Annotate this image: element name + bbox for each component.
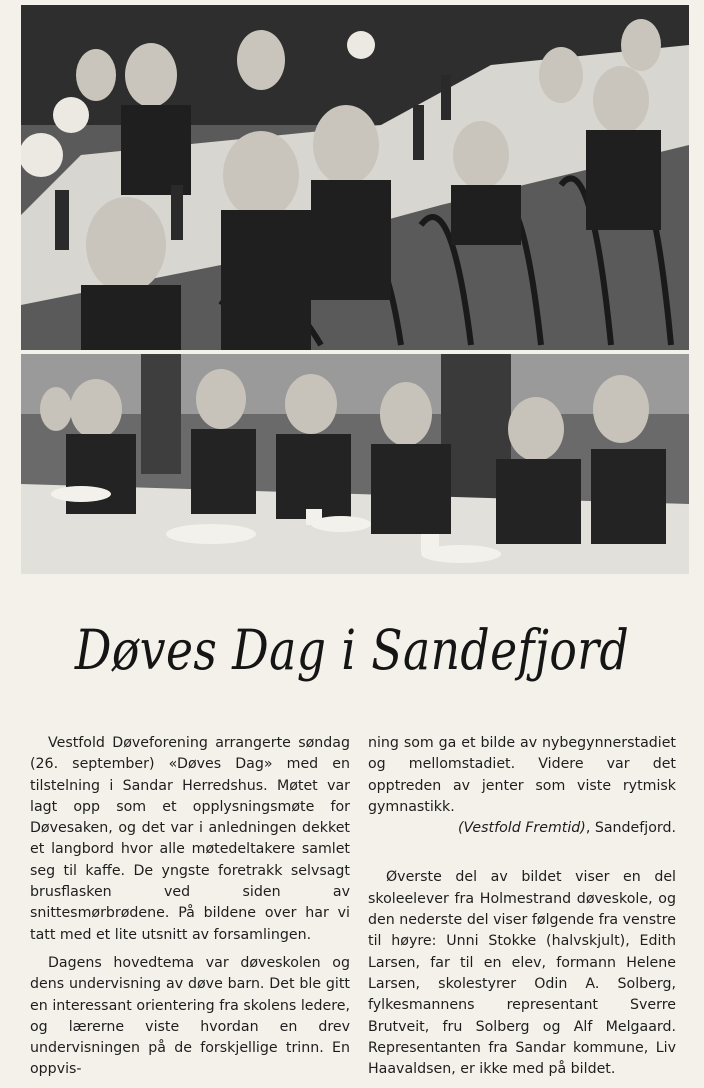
- photo-schoolchildren-graphic: [21, 5, 689, 350]
- article-headline: Døves Dag i Sandefjord: [74, 618, 630, 682]
- photo-adults-at-table: [21, 354, 689, 574]
- paragraph-continuation: ning som ga et bilde av nybegynnerstadiet og mellomstadiet. Videre var det opptreden av jenter som viste rytmisk gymnastikk.: [368, 735, 676, 815]
- source-credit-publication: (Vestfold Fremtid): [458, 820, 586, 837]
- article-column-left: [30, 733, 350, 1081]
- source-credit-place: , Sandefjord.: [585, 820, 676, 837]
- paragraph-main-topic: Dagens hovedtema var døveskolen og dens undervisning av døve barn. Det ble gitt en interessant orientering fra skolens ledere, og lærerne viste hvordan en drev undervisningen på de forskjellige trinn. En oppvis-: [30, 954, 350, 1078]
- source-credit: [368, 818, 676, 839]
- article-column-right: [368, 733, 676, 1080]
- paragraph-intro: Vestfold Døveforening arrangerte søndag (26. september) «Døves Dag» med en tilstelning i Sandar Herredshus. Møtet var lagt opp som et opplysningsmøte for Døvesaken, og det var i anledningen dekket et langbord hvor alle møtedeltakere samlet seg til kaffe. De yngste foretrakk selvsagt brusflasken ved siden av snittesmørbrødene. På bildene over har vi tatt med et lite utsnitt av forsamlingen.: [30, 735, 350, 943]
- photo-adults-graphic: [21, 354, 689, 574]
- photo-caption: Øverste del av bildet viser en del skoleelever fra Holmestrand døveskole, og den nederste del viser følgende fra venstre til høyre: Unni Stokke (halvskjult), Edith Larsen, far til en elev, formann Helene Larsen, skolestyrer Odin A. Solberg, fylkesmannens representant Sverre Brutveit, fru Solberg og Alf Melgaard. Representanten fra Sandar kommune, Liv Haavaldsen, er ikke med på bildet.: [368, 869, 676, 1078]
- photo-schoolchildren-at-table: [21, 5, 689, 350]
